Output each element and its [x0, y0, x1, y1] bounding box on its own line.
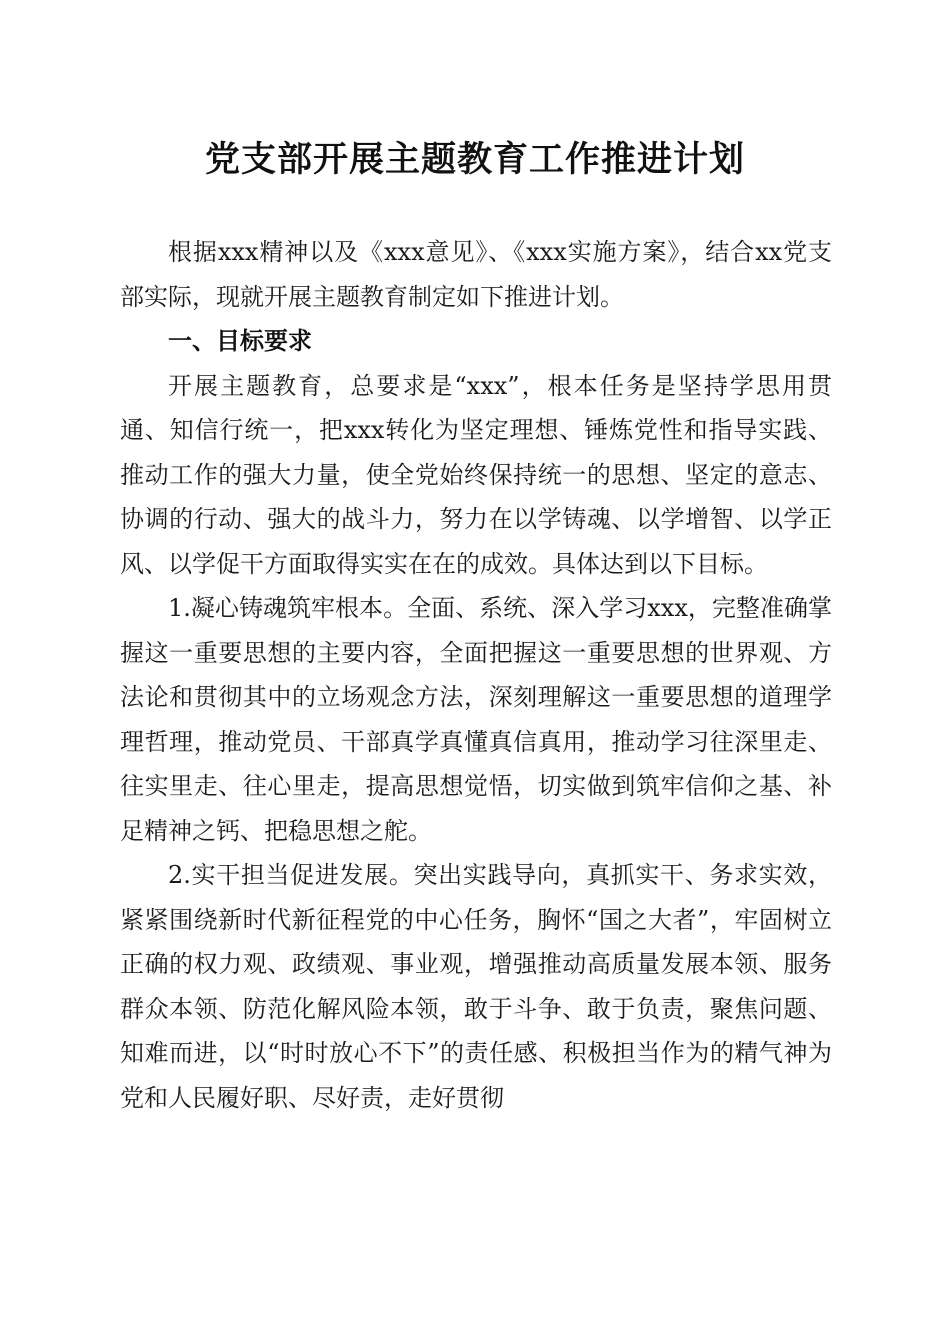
section-heading-goals: 一、目标要求 [168, 327, 312, 355]
goal-item-1: 1.凝心铸魂筑牢根本。全面、系统、深入学习xxx，完整准确掌握这一重要思想的主要内容，全面把握这一重要思想的世界观、方法论和贯彻其中的立场观念方法，深刻理解这一重要思想的道理学理哲理，推动党员、干部真学真懂真信真用，推动学习往深里走、往实里走、往心里走，提高思想觉悟，切实做到筑牢信仰之基、补足精神之钙、把稳思想之舵。 [120, 594, 832, 845]
section-intro-paragraph: 开展主题教育，总要求是“xxx”，根本任务是坚持学思用贯通、知信行统一，把xxx转化为坚定理想、锤炼党性和指导实践、推动工作的强大力量，使全党始终保持统一的思想、坚定的意志、协调的行动、强大的战斗力，努力在以学铸魂、以学增智、以学正风、以学促干方面取得实实在在的成效。具体达到以下目标。 [120, 371, 832, 578]
document-body [120, 230, 832, 1120]
document-title: 党支部开展主题教育工作推进计划 [204, 139, 745, 180]
goal-item-2: 2.实干担当促进发展。突出实践导向，真抓实干、务求实效，紧紧围绕新时代新征程党的中心任务，胸怀“国之大者”，牢固树立正确的权力观、政绩观、事业观，增强推动高质量发展本领、服务群众本领、防范化解风险本领，敢于斗争、敢于负责，聚焦问题、知难而进，以“时时放心不下”的责任感、积极担当作为的精气神为党和人民履好职、尽好责，走好贯彻 [120, 861, 832, 1112]
intro-paragraph: 根据xxx精神以及《xxx意见》、《xxx实施方案》，结合xx党支部实际，现就开展主题教育制定如下推进计划。 [120, 238, 832, 311]
